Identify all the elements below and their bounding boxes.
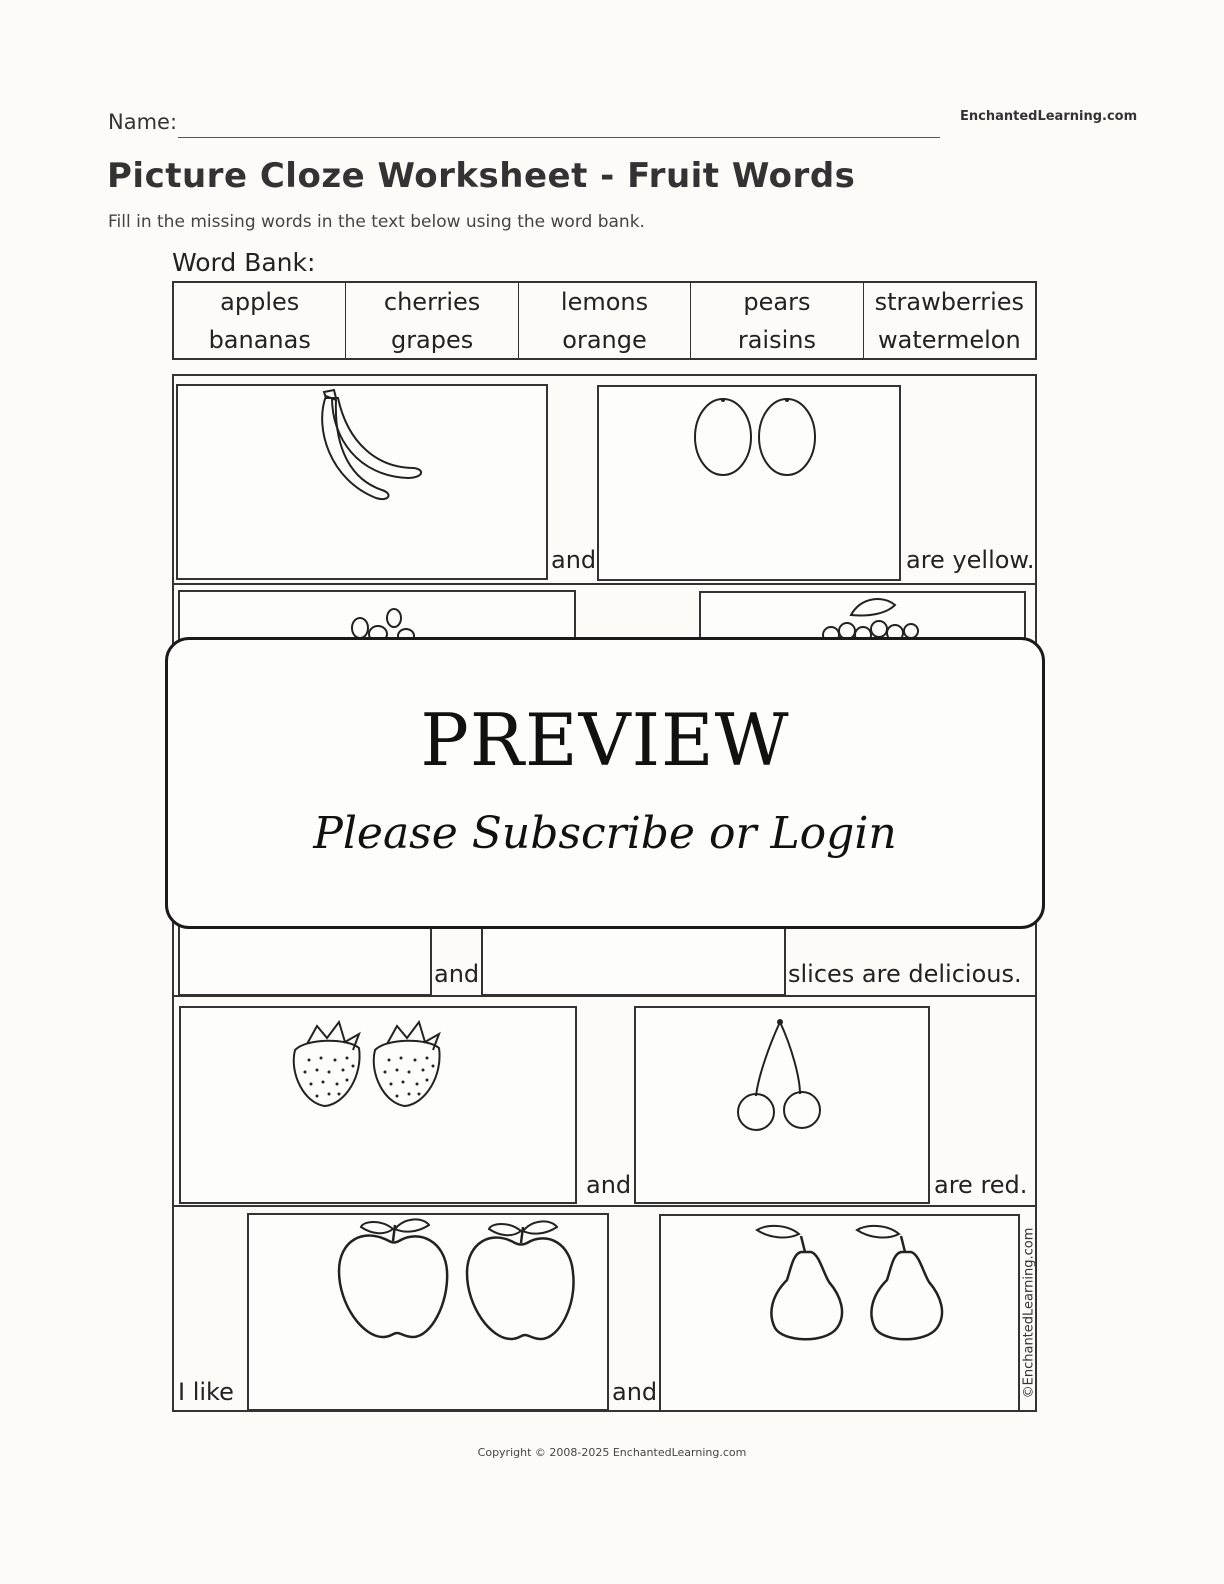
word-bank-column — [691, 283, 863, 358]
picture-answer-box[interactable] — [179, 1006, 577, 1204]
cherry-icon — [734, 1018, 824, 1134]
subscribe-login-prompt[interactable]: Please Subscribe or Login — [313, 808, 897, 859]
word-bank-word: bananas — [208, 325, 311, 354]
sentence-word-and: and — [434, 960, 480, 988]
word-bank-title: Word Bank: — [172, 248, 316, 277]
vertical-copyright — [1018, 1218, 1040, 1408]
word-bank-word: apples — [220, 287, 300, 316]
word-bank-word: raisins — [737, 325, 816, 354]
vertical-copyright-text: ©EnchantedLearning.com — [1021, 1227, 1037, 1399]
instructions: Fill in the missing words in the text below using the word bank. — [108, 212, 645, 232]
picture-answer-box[interactable] — [597, 385, 901, 581]
sentence-word-and: and — [586, 1171, 632, 1199]
banana-icon — [308, 388, 428, 508]
word-bank-word: lemons — [560, 287, 649, 316]
word-bank-word: grapes — [390, 325, 474, 354]
sentence-word-and: and — [612, 1378, 658, 1406]
picture-answer-box[interactable] — [659, 1214, 1020, 1412]
page-title: Picture Cloze Worksheet - Fruit Words — [107, 156, 856, 196]
sentence-end: slices are delicious. — [788, 960, 1022, 988]
word-bank-word: watermelon — [877, 325, 1021, 354]
row-divider — [174, 583, 1035, 585]
word-bank-word: pears — [743, 287, 811, 316]
picture-answer-box[interactable] — [176, 384, 548, 580]
word-bank-column — [346, 283, 518, 358]
word-bank-word: orange — [562, 325, 647, 354]
name-input-line[interactable] — [178, 137, 940, 138]
word-bank-word: cherries — [383, 287, 481, 316]
word-bank-column — [864, 283, 1035, 358]
sentence-end: are red. — [934, 1171, 1028, 1199]
apple-icon — [333, 1217, 579, 1345]
word-bank — [172, 281, 1037, 360]
word-bank-word: strawberries — [874, 287, 1025, 316]
site-name: EnchantedLearning.com — [960, 109, 1138, 124]
sentence-word-and: and — [551, 546, 597, 574]
preview-overlay[interactable] — [165, 637, 1045, 929]
picture-answer-box[interactable] — [247, 1213, 609, 1411]
word-bank-column — [519, 283, 691, 358]
preview-title: PREVIEW — [420, 698, 790, 782]
footer-copyright: Copyright © 2008-2025 EnchantedLearning.com — [477, 1446, 747, 1459]
strawberry-icon — [287, 1014, 447, 1110]
row-divider — [174, 1205, 1035, 1207]
word-bank-column — [174, 283, 346, 358]
name-label: Name: — [108, 110, 178, 134]
lemon-icon — [693, 395, 821, 479]
sentence-start: I like — [178, 1378, 234, 1406]
picture-answer-box[interactable] — [634, 1006, 930, 1204]
sentence-end: are yellow. — [906, 546, 1035, 574]
pear-icon — [753, 1220, 957, 1346]
